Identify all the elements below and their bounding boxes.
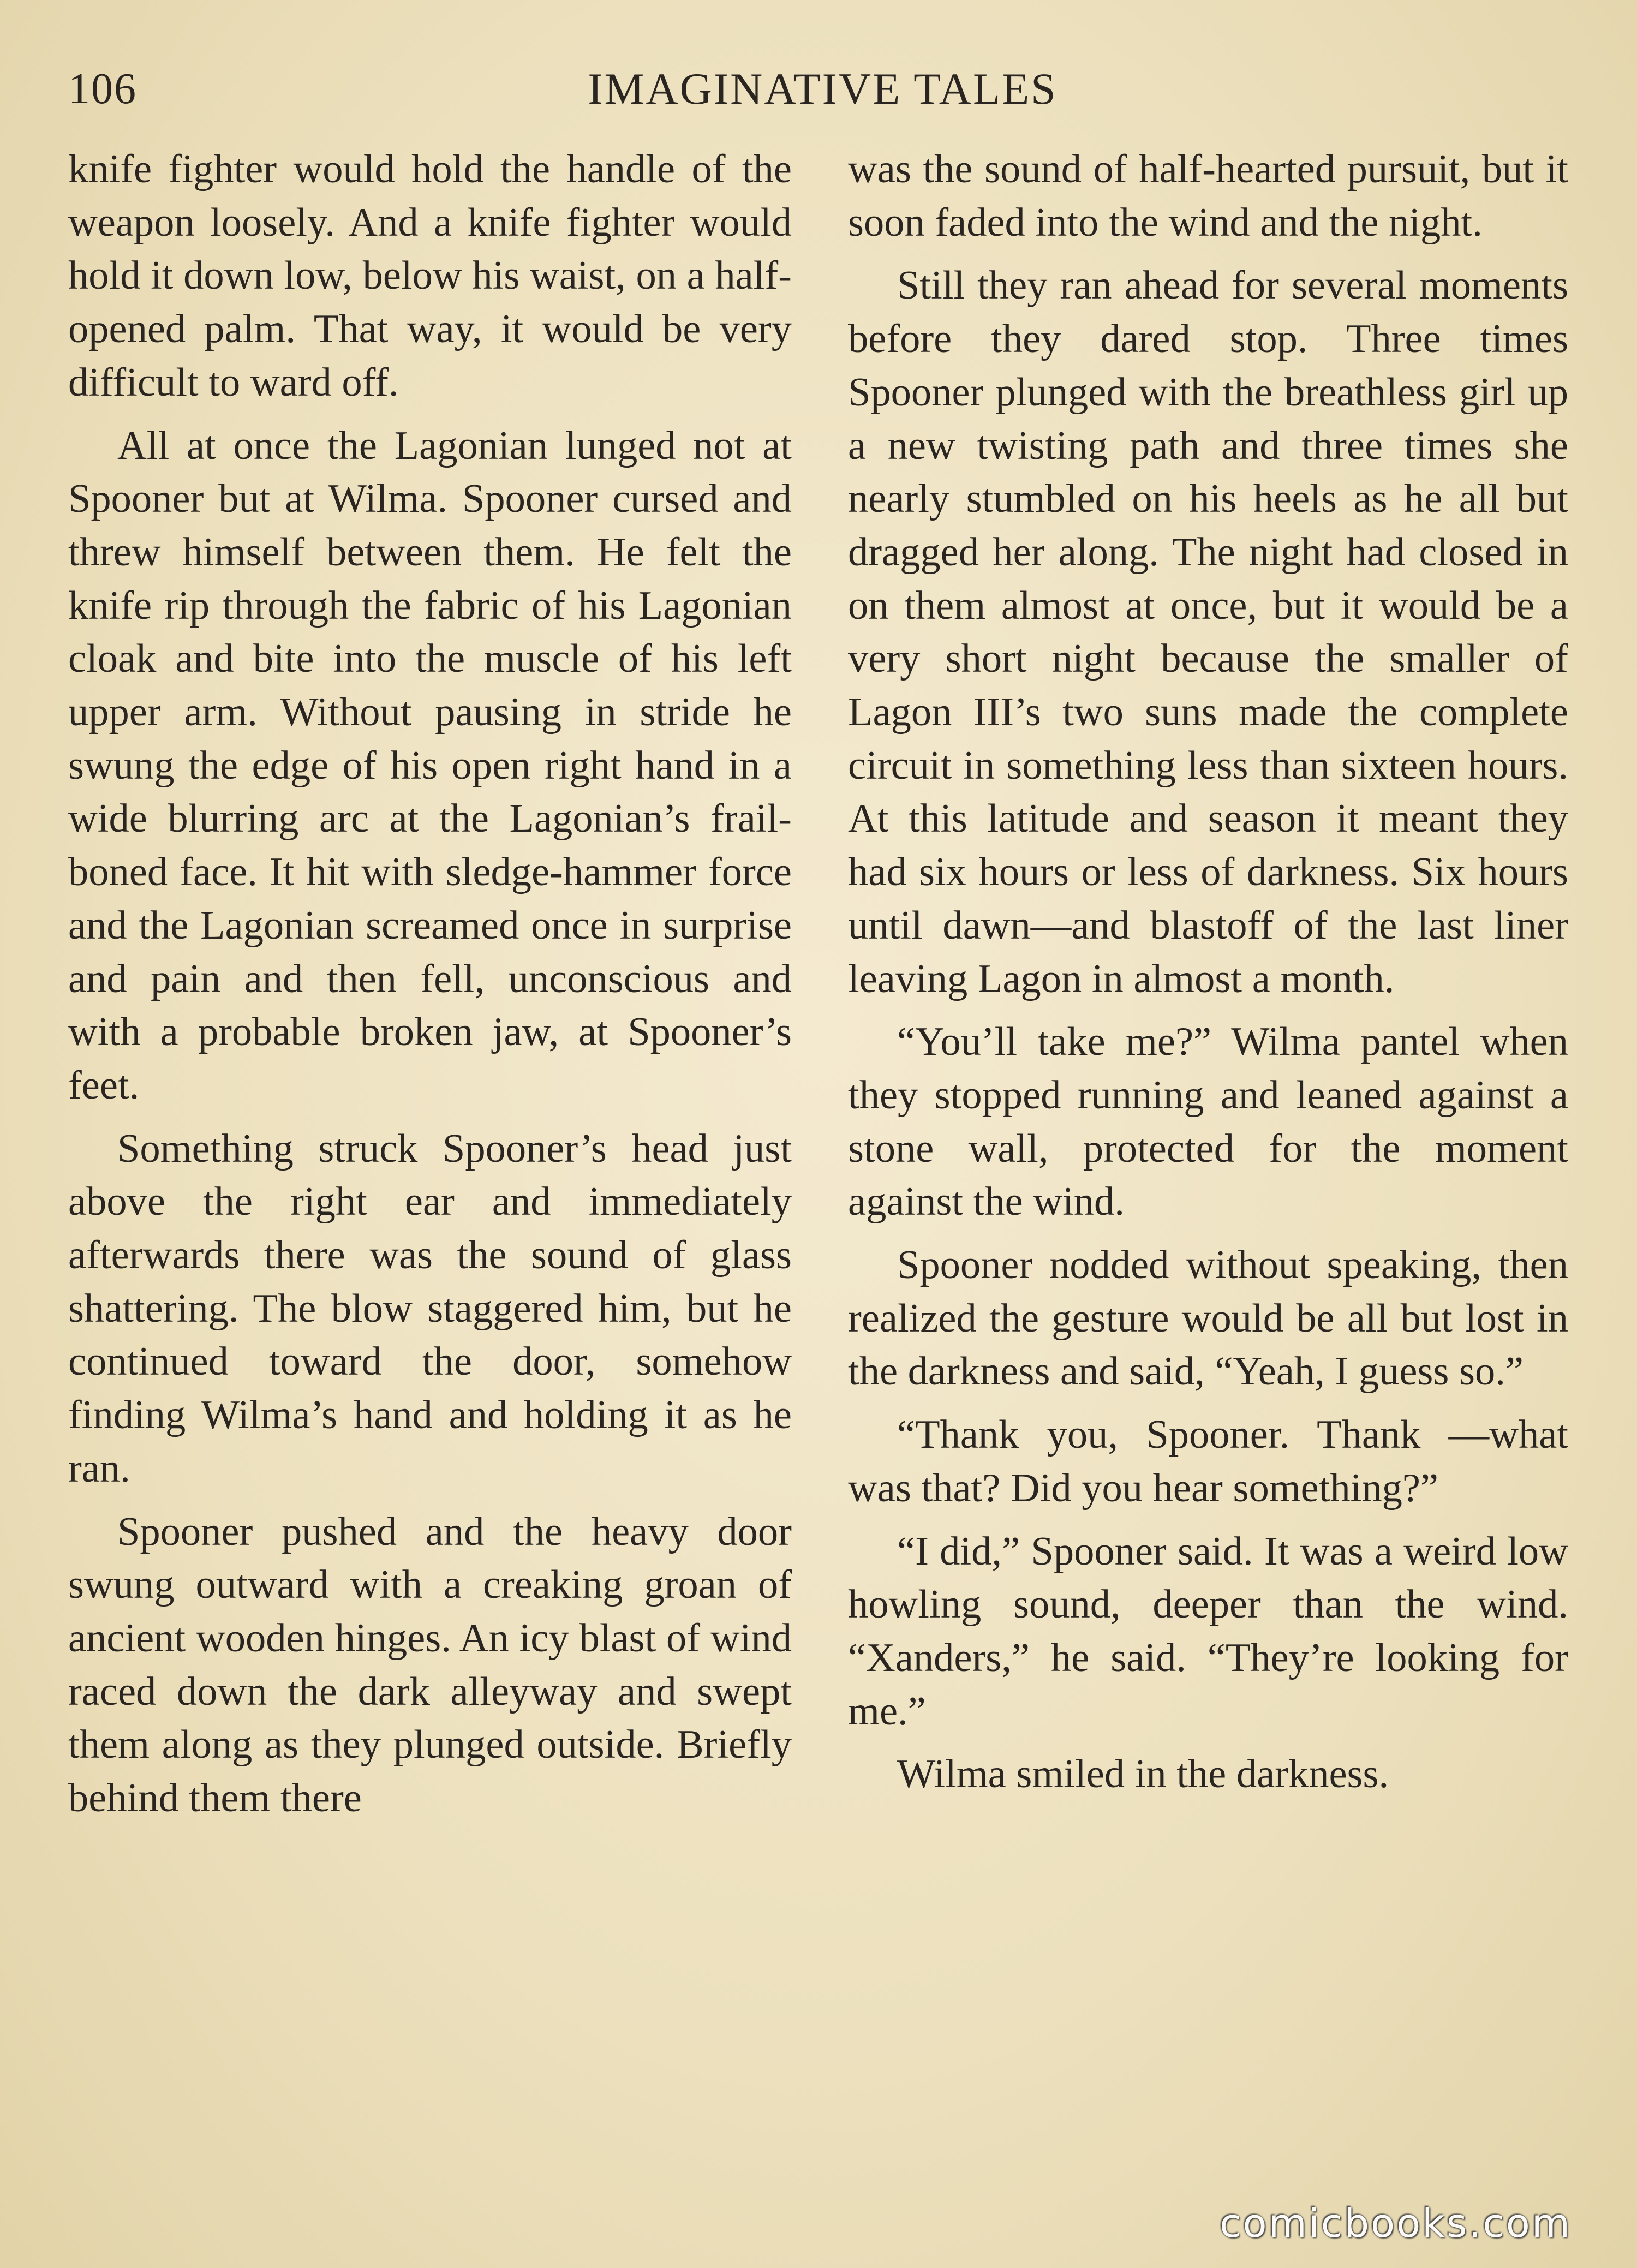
- paragraph: “You’ll take me?” Wilma pantel when they stopped running and leaned against a stone wall, protected for the moment against the wind.: [848, 1019, 1568, 1225]
- paragraph: “Thank you, Spooner. Thank —what was that? Did you hear something?”: [848, 1412, 1568, 1511]
- paragraph: “I did,” Spooner said. It was a weird low howling sound, deeper than the wind. “Xanders,” he said. “They’re looking for me.”: [848, 1529, 1568, 1734]
- right-column: [848, 143, 1568, 1801]
- paragraph: Wilma smiled in the darkness.: [897, 1752, 1389, 1797]
- page-number: 106: [68, 65, 137, 113]
- paragraph: Something struck Spooner’s head just above the right ear and immediately afterwards there was the sound of glass shattering. The blow staggered him, but he continued toward the door, somehow finding Wilma’s hand and holding it as he ran.: [68, 1126, 792, 1491]
- paragraph: Spooner nodded without speaking, then realized the gesture would be all but lost in the darkness and said, “Yeah, I guess so.”: [848, 1243, 1568, 1394]
- paragraph: Still they ran ahead for several moments before they dared stop. Three times Spooner plunged with the breathless girl up a new twisting path and three times she nearly stumbled on his heels as he all but dragged her along. The night had closed in on them almost at once, but it would be a very short night because the smaller of Lagon III’s two suns made the complete circuit in something less than sixteen hours. At this latitude and season it meant they had six hours or less of darkness. Six hours until dawn—and blastoff of the last liner leaving Lagon in almost a month.: [848, 263, 1568, 1001]
- paragraph: was the sound of half-hearted pursuit, but it soon faded into the wind and the night.: [848, 147, 1568, 245]
- paragraph: knife fighter would hold the handle of the weapon loosely. And a knife fighter would hold it down low, below his waist, on a half-opened palm. That way, it would be very difficult to ward off.: [68, 147, 792, 405]
- source-watermark: comicbooks.com: [1219, 2200, 1572, 2246]
- running-title: IMAGINATIVE TALES: [588, 64, 1058, 114]
- left-column: [68, 143, 792, 1825]
- page-header: [68, 59, 1577, 119]
- paragraph: All at once the Lagonian lunged not at Spooner but at Wilma. Spooner cursed and threw himself between them. He felt the knife rip through the fabric of his Lagonian cloak and bite into the muscle of his left upper arm. Without pausing in stride he swung the edge of his open right hand in a wide blurring arc at the Lagonian’s frail-boned face. It hit with sledge-hammer force and the Lagonian screamed once in surprise and pain and then fell, unconscious and with a probable broken jaw, at Spooner’s feet.: [68, 423, 792, 1108]
- paragraph: Spooner pushed and the heavy door swung outward with a creaking groan of ancient wooden hinges. An icy blast of wind raced down the dark alleyway and swept them along as they plunged outside. Briefly behind them there: [68, 1509, 792, 1821]
